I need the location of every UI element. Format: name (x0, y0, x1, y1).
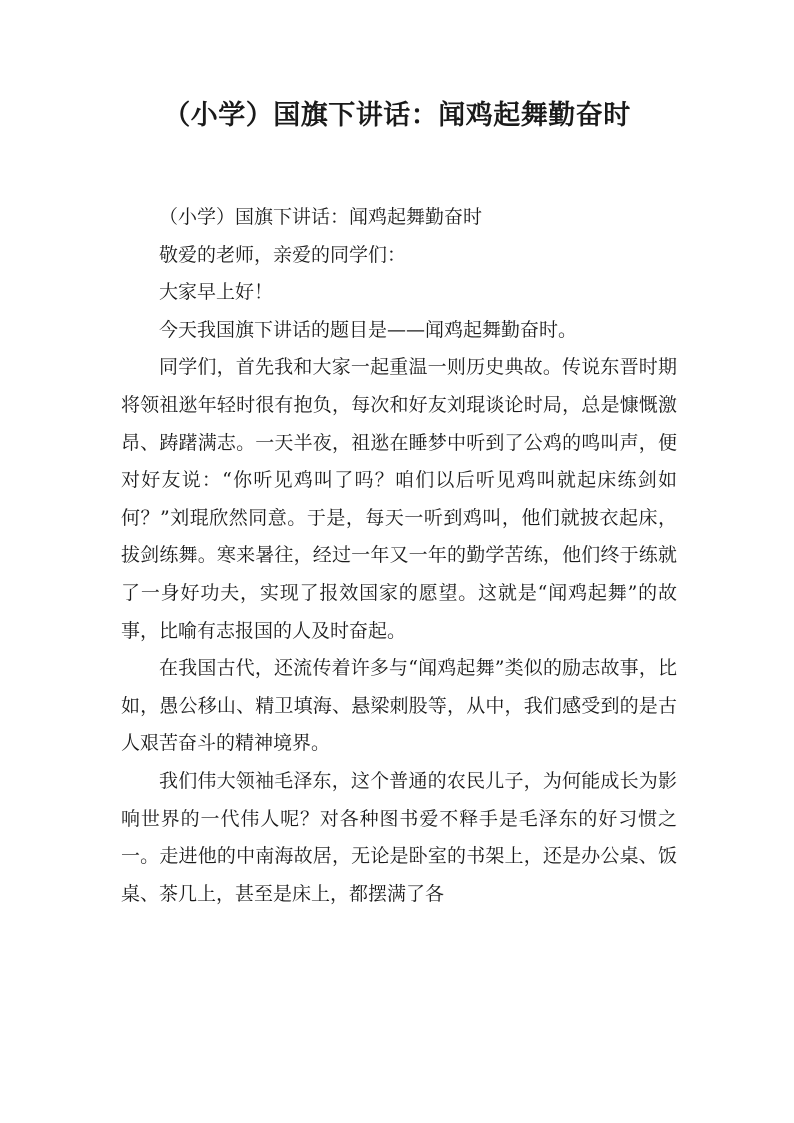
document-body (121, 199, 677, 913)
paragraph-story: 同学们，首先我和大家一起重温一则历史典故。传说东晋时期将领祖逖年轻时很有抱负，每次和好友刘琨谈论时局，总是慷慨激昂、踌躇满志。一天半夜，祖逖在睡梦中听到了公鸡的鸣叫声，便对好友说：“你听见鸡叫了吗？咱们以后听见鸡叫就起床练剑如何？”刘琨欣然同意。于是，每天一听到鸡叫，他们就披衣起床，拔剑练舞。寒来暑往，经过一年又一年的勤学苦练，他们终于练就了一身好功夫，实现了报效国家的愿望。这就是“闻鸡起舞”的故事，比喻有志报国的人及时奋起。 (121, 356, 677, 642)
paragraph-topic: 今天我国旗下讲话的题目是——闻鸡起舞勤奋时。 (159, 318, 578, 341)
paragraph-subtitle: （小学）国旗下讲话：闻鸡起舞勤奋时 (159, 206, 483, 228)
paragraph-greeting: 大家早上好！ (159, 281, 274, 304)
paragraph-ancient-stories: 在我国古代，还流传着许多与“闻鸡起舞”类似的励志故事，比如，愚公移山、精卫填海、悬梁刺股等，从中，我们感受到的是古人艰苦奋斗的精神境界。 (121, 657, 677, 755)
paragraph-salutation: 敬爱的老师，亲爱的同学们： (159, 243, 407, 266)
paragraph-mao: 我们伟大领袖毛泽东，这个普通的农民儿子，为何能成长为影响世界的一代伟人呢？对各种图书爱不释手是毛泽东的好习惯之一。走进他的中南海故居，无论是卧室的书架上，还是办公桌、饭桌、茶几上，甚至是床上，都摆满了各 (121, 769, 677, 905)
document-title: （小学）国旗下讲话：闻鸡起舞勤奋时 (163, 100, 631, 131)
